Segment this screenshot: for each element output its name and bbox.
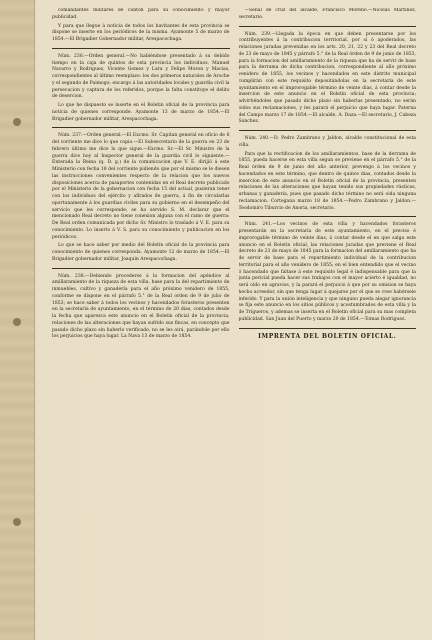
section-divider [239,130,417,131]
paragraph: Lo que he dispuesto se inserte en el Boletin oficial de la provincia para noticia de quienes corresponde. Ayamonte 13 de marzo de 1854.—El Brigadier gobernador militar, Arespacochaga. [52,103,230,122]
paragraph: Lo que se hace saber por medio del Boletin oficial de la provincia para conocimiento de quienes corresponda. Ayamonte 12 de marzo de 1854.—El Brigadier gobernador militar, Joaquin Arespacochaga. [52,243,230,262]
text-columns [52,8,416,632]
notice-237: Núm. 237.—Orden general.—El Excmo. Sr. Capitan general en oficio de 6 del corriente me dice lo que copio.—El Subsecretario de la guerra en 23 de febrero último me dice lo que sigue.—Excmo. Sr.—El Sr. Ministro de la guerra dice hoy al Inspector general de la guardia civil lo siguiente.—Enterada la Reina (q. D. g.) de la comunicacion que V. E. dirijió á este Ministerio con fecha 18 del corriente pidiendo que por el mismo se le diesen las instrucciones convenientes respecto de la relacion que los nuevos disposiciones acerca de pasaportes contenidas en el Real decreto publicado por el Ministerio de la gobernacion con fecha 15 del actual, pusieran tener con los individuos del ejército y afirados de guerra, á fin de circularlas oportunamente á los guardias civiles para su gobierno en el desempeño del servicio que les corresponde; se ha servido S. M. declarar que el mencionado Real decreto no tiene conexion alguna con el ramo de guerra: De Real orden comunicada por dicho Sr. Ministro lo traslado á V. E. para su conocimiento. Lo inserto á V. S. para su conocimiento y publicacion en los periódicos. [52,133,230,240]
paragraph: Y para que llegue á noticia de todos los havitantes de esta provincia se dispone se inserte en los periódicos de la misma. Ayamonte 5 de marzo de 1854.—El Brigadier Gobernador militar, Arespacochaga. [52,23,230,42]
paragraph: Para que la rectificacion de los amillaramientos, base de la derrama de 1855, pueda hacerse en esta villa segun se previene en el párrafo 5.° de la Real órden de 9 de junio del año anterior, prevengo á los vecinos y hacendados en este término, que dentro de quince dias, contados desde la insercion de este anuncio en el Boletin oficial de la provincia, presenten relaciones de las alteraciones que hayan tenido sus propiedades rústicas, urbanas y ganadería, pues que pasado dicho término no será oida ninguna reclamacion. Cortegana marzo 18 de 1854.—Pedro Zambrano y Jaldon.—Teodomiro Tiburcio de Anoria, secretario. [238,151,416,211]
section-divider [52,268,230,269]
notice-238: Núm. 238.—Debiendo procederse á la formacion del apéndice al amillaramiento de la riqueza de esta villa, base para la del repartimiento de inmuebles, cultivo y ganadería para el año próximo venidero de 1855, conforme se dispone en el párrafo 5.° de la Real orden de 9 de julio de 1853; se hace saber á todos los vecinos y hacendados forasteros presenten en la secretaría de ayuntamiento, en el término de 20 dias, contados desde la fecha que aparezca este anuncio en el Boletin oficial de la provincia, relaciones de las alteraciones que hayan sufrido sus fincas, en concepto que pasado dicho plazo sin haberlo verificado, no se les oirá, parándole por ello los perjuicios que haya lugar. La Nava 13 de marzo de 1854. [52,273,230,340]
paragraph: —Señal de cruz del alcalde, Francisco Moreno.—Nicolas Martinez, secretario. [238,8,416,20]
binding-hole [13,318,21,326]
binding-hole [13,518,21,526]
printer-imprint: IMPRENTA DEL BOLETIN OFICIAL. [258,332,397,340]
section-divider [52,127,230,128]
notice-236: Núm. 236.—Orden general.—No habiéndose presentado á su debido tiempo en la caja de quintos de esta provincia los individuos, Manuel Navarro y Rodriguez, Vicente Gomez y Lara y Felipe Moron y Macias, correspondientes al último reemplazo: los dos primeros naturales de Aroche y el segundo de Paimogo; encargo á las autoridades locales y guardia civil la persecucion y captura de los referidos, porque la falta constituye el delito de desercion. [52,53,230,100]
section-divider [239,216,417,217]
notice-241: Núm. 241.—Los vecinos de esta villa y hacendados forasteros presentarán en la secretaría de este ayuntamiento, en el preciso é improrogable término de veinte dias, á contar desde el en que salga este anuncio en el Boletin oficial, las relaciones juradas que previene el Real decreto de 23 de mayo de 1845 para la formacion del amillaramiento que ha de servir de base para el repartimiento individual de la contribucion territorial para el año venidero de 1855; en el bien entendido que el vecino ó hacendado que faltase á este requisito legal é indispensable para que la junta pericial pueda hacer sus trabajos con el mayor acierto é igualdad, no será oido en agravios, y la parará el perjuicio á que por su omision se haya hecho acreedor, sin que tenga lugar á quejarse por el que se cree habérsele inferido. Y para la unión inteligencia y que ninguno pueda alegar ignorancia se fija este anuncio en los sitios públicos y acostumbrados de esta villa y la de Trigueros, y ademas se inserta en el Boletin oficial para su mas completa publicidad. San Juan del Puerto y marzo 20 de 1854.—Tomas Rodriguez. [238,222,416,322]
right-column [239,8,417,632]
binding-hole [13,118,21,126]
notice-240: Núm. 240.—D. Pedro Zambrano y Jaldon, alcalde constitucional de esta villa. [238,136,416,148]
section-divider [239,26,417,27]
left-column [52,8,230,632]
paragraph: comandantes militares de canton para su conocimiento y mayor publicidad. [52,8,230,20]
footer-divider [239,328,417,329]
notice-239: Núm. 239.—Llegada la época en que deben presentarse por los contribuyentes á la contribucion territorial, por sí ó apoderados, las relaciones juradas prevenidas en los arts. 20, 21, 22 y 23 del Real decreto de 23 de mayo de 1845 y párrafo 5.° de la Real órden de 9 de junio de 1853, para la formacion del amillaramiento de la riqueza que ha de servir de base para la derrama de dicha contribucion, correspondiente al año próximo venidero de 1855, los vecinos y hacendados en este distrito municipal cumplirán con este requisito depositándolas en la secretaría de este ayuntamiento en el improrogable término de veinte dias, á contar desde la insercion de este anuncio en el Boletin oficial de esta provincia; advirtiéndoles que pasado dicho plazo sin haberlas presentado, no serán oidos sus reclamaciones, y les parará el perjuicio que haya lugar. Paterna del Campo marzo 17 de 1854.—El alcalde, A. Daza.—El secretario, J. Cabeza Sanchez. [238,31,416,125]
section-divider [52,48,230,49]
page-binding-edge [0,0,35,640]
